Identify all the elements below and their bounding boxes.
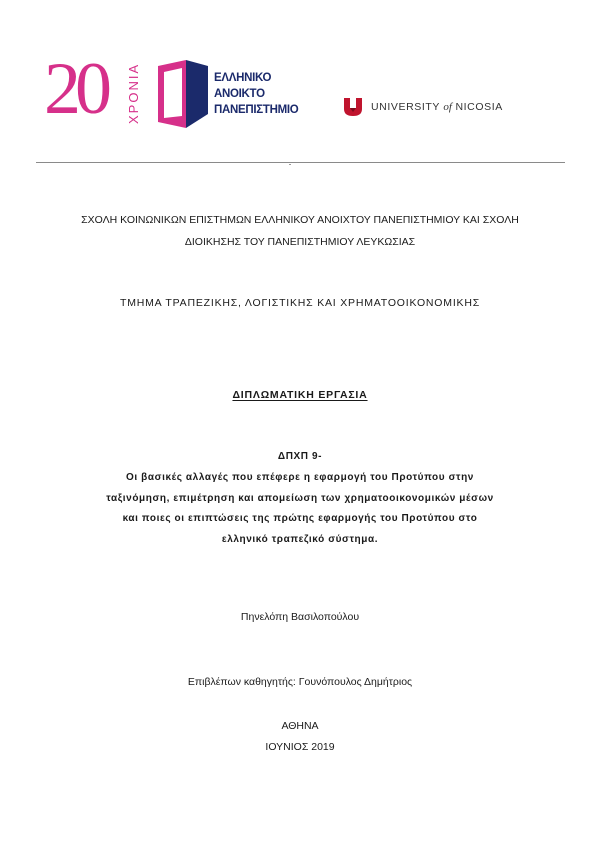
author-name: Πηνελόπη Βασιλοπούλου [240,611,360,623]
date: ΙΟΥΝΙΟΣ 2019 [265,741,335,753]
title-line: και ποιες οι επιπτώσεις της πρώτης εφαρμογής του Προτύπου στο [122,513,478,524]
title-line: Οι βασικές αλλαγές που επέφερε η εφαρμογή του Προτύπου στην [126,472,474,483]
logo-name-line: ΕΛΛΗΝΙΚΟ [214,72,272,84]
thesis-type-heading: ΔΙΠΛΩΜΑΤΙΚΗ ΕΡΓΑΣΙΑ [232,389,368,401]
logo-university-name [214,70,324,118]
divider-mark [289,164,291,165]
logo-name-line: ΑΝΟΙΚΤΟ [214,88,265,100]
open-book-icon [156,58,210,128]
logo-years-label: ΧΡΟΝΙΑ [126,62,141,124]
school-line: ΣΧΟΛΗ ΚΟΙΝΩΝΙΚΩΝ ΕΠΙΣΤΗΜΩΝ ΕΛΛΗΝΙΚΟΥ ΑΝΟΙΧΤΟΥ ΠΑΝΕΠΙΣΤΗΜΙΟΥ ΚΑΙ ΣΧΟΛΗ [81,214,519,226]
logo-number: 20 [44,48,106,130]
thesis-title [68,468,532,550]
school-names [40,209,560,253]
unic-name-part: NICOSIA [455,101,503,113]
title-line: ταξινόμηση, επιμέτρηση και απομείωση των χρηματοοικονομικών μέσων [106,492,494,504]
logo-name-line: ΠΑΝΕΠΙΣΤΗΜΙΟ [214,104,299,116]
university-of-nicosia-logo [343,97,543,117]
hou-20-years-logo [44,48,299,132]
thesis-code: ΔΠΧΠ 9- [277,451,323,462]
unic-shield-icon [343,97,363,117]
department-name: ΤΜΗΜΑ ΤΡΑΠΕΖΙΚΗΣ, ΛΟΓΙΣΤΙΚΗΣ ΚΑΙ ΧΡΗΜΑΤΟΟΙΚΟΝΟΜΙΚΗΣ [119,297,481,309]
city: ΑΘΗΝΑ [281,720,319,732]
title-line: ελληνικό τραπεζικό σύστημα. [221,533,379,545]
unic-name [371,101,503,113]
supervisor: Επιβλέπων καθηγητής: Γουνόπουλος Δημήτριος [187,676,413,688]
unic-name-of: of [443,101,452,113]
unic-name-part: UNIVERSITY [371,101,440,113]
school-line: ΔΙΟΙΚΗΣΗΣ ΤΟΥ ΠΑΝΕΠΙΣΤΗΜΙΟΥ ΛΕΥΚΩΣΙΑΣ [184,236,416,248]
header-divider [36,162,565,163]
